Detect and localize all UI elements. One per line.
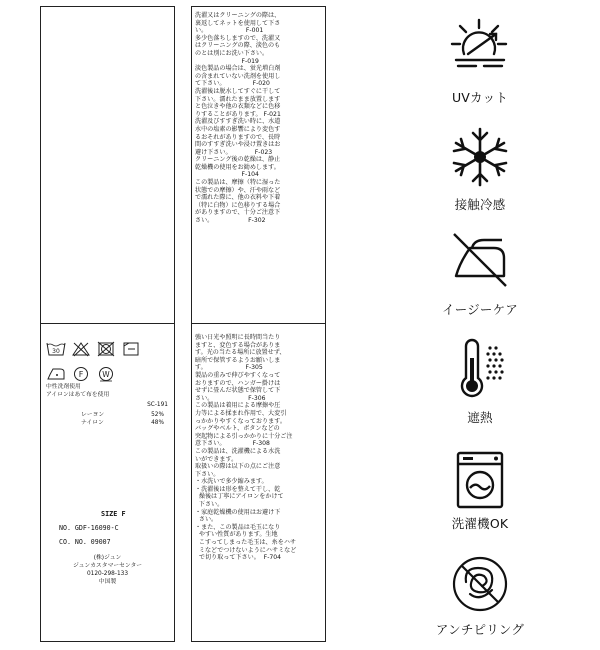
care-text-line: 淡色製品の場合は、蛍光増白剤: [195, 65, 281, 73]
care-text-line: 状態での摩擦）や、汗や雨など: [195, 186, 281, 194]
care-text-line: の含まれていない洗剤を使用し: [195, 72, 281, 80]
care-text-line: 力等による揉まれ作用で、大変引: [195, 409, 287, 417]
care-text-line: さい。 F-302: [195, 217, 266, 225]
material-percent-2: 48%: [151, 420, 164, 426]
care-text-line: ・また、この製品は毛玉になり: [195, 523, 281, 531]
color-number: CO. NO. 09007: [59, 538, 111, 546]
care-text-line: す。 F-305: [195, 364, 263, 372]
feature-machine-washable: [400, 450, 560, 540]
feature-label: 接触冷感: [454, 197, 506, 212]
wash-30-icon: [46, 341, 66, 357]
care-text-line: せずに畳んだ状態で保管して下: [195, 387, 281, 395]
care-text-line: （特に白物）に色移りする場合: [195, 201, 281, 209]
no-tumble-dry-icon: [96, 341, 116, 357]
care-text-line: この製品は着用による摩擦や圧: [195, 402, 281, 410]
svg-text:F: F: [78, 369, 84, 379]
care-text-line: いができます。: [195, 455, 238, 463]
care-text-line: 乾燥機の使用をお勧めします。: [195, 163, 280, 171]
care-text-line: 意下さい。 F-308: [195, 440, 270, 448]
iron-low-icon: [46, 366, 66, 382]
care-text-line: F-104: [195, 171, 259, 179]
care-text-line: と色泣きや他の衣類などに色移: [195, 103, 281, 111]
care-text-line: りすることがあります。 F-021: [195, 110, 281, 118]
sun-uv-icon: [448, 14, 512, 78]
care-instructions-top: [195, 12, 322, 225]
care-text-line: 裏返してネットを使用して下さ: [195, 19, 281, 27]
svg-text:30: 30: [52, 347, 60, 355]
customer-center: ジュンカスタマーセンター: [72, 563, 143, 569]
wash-symbols: [46, 338, 166, 382]
care-text-line: おりますので、ハンガー掛けは: [195, 379, 281, 387]
care-text-line: 間のすすぎ洗いや浸け置きはお: [195, 141, 281, 149]
care-text-line: ・水洗いで多少縮みます。: [195, 478, 268, 486]
no-bleach-icon: [71, 341, 91, 357]
care-text-line: で濡れた際に、他の衣料や下着: [195, 194, 281, 202]
care-text-line: この製品は、洗濯機による水洗: [195, 447, 281, 455]
anti-pilling-icon: [450, 554, 510, 614]
thermometer-icon: [448, 338, 512, 402]
care-label-left: [40, 6, 175, 642]
snowflake-icon: [448, 125, 512, 189]
feature-anti-pilling: [400, 554, 560, 644]
material-name-1: レーヨン: [81, 412, 105, 418]
care-text-line: 水中の塩素の影響により変色す: [195, 125, 281, 133]
feature-label: イージーケア: [442, 302, 518, 317]
care-text-line: やすい性質があります。生地: [195, 531, 278, 539]
care-text-line: のとは別にお洗い下さい。: [195, 49, 269, 57]
care-text-line: こすってしまった毛玉は、糸をハサ: [195, 539, 297, 547]
care-text-line: い。 F-001: [195, 27, 264, 35]
care-text-line: さい。 F-306: [195, 394, 266, 402]
care-text-line: 強い日光や照明に長時間当たり: [195, 334, 281, 341]
care-text-line: この製品は、摩擦（特に湿った: [195, 179, 281, 187]
care-text-line: 多少色落ちしますので、洗濯又: [195, 34, 281, 42]
care-text-line: クリーニング後の乾燥は、静止: [195, 156, 281, 164]
label-code: SC-191: [147, 402, 168, 408]
feature-heat-shield: [400, 338, 560, 438]
phone-number: 0120-298-133: [86, 571, 129, 577]
material-percent-1: 52%: [151, 412, 164, 418]
care-note-2: アイロンはあて布を使用: [46, 392, 110, 398]
care-label-middle: [191, 6, 326, 642]
feature-uv-cut: [400, 14, 560, 114]
care-text-line: 下さい。: [195, 470, 220, 478]
care-text-line: バッグやベルト、ボタンなどの: [195, 425, 280, 433]
care-text-line: るおそれがありますので、長時: [195, 133, 281, 141]
care-text-line: す。光の当たる場所に放置せず、: [195, 349, 286, 357]
care-text-line: 洗濯又はクリーニングの際は、: [195, 12, 281, 19]
washing-machine-icon: [452, 450, 508, 510]
material-name-2: ナイロン: [81, 420, 104, 426]
care-text-line: さい。: [195, 516, 218, 524]
iron-crossed-icon: [448, 228, 512, 292]
care-text-line: 取扱いの際は以下の点にご注意: [195, 463, 281, 471]
care-text-line: 下さい。濡れたまま放置します: [195, 95, 281, 103]
care-text-line: がありますので、十分ご注意下: [195, 209, 281, 217]
country-of-origin: 中国製: [98, 579, 117, 585]
shade-dry-icon: [121, 341, 141, 357]
care-text-line: 避け下さい。 F-023: [195, 148, 273, 156]
care-text-line: て下さい。 F-020: [195, 80, 270, 88]
size: SIZE F: [101, 510, 126, 518]
svg-text:W: W: [102, 369, 110, 379]
care-text-line: ますと、変色する場合がありま: [195, 341, 281, 349]
care-text-line: はクリーニングの際、淡色のも: [195, 42, 281, 50]
care-text-line: 下さい。: [195, 501, 224, 509]
care-text-line: 洗濯及びすすぎ洗い時に、水道: [195, 118, 281, 126]
care-text-line: ・洗濯後は形を整えて干し、乾: [195, 485, 281, 493]
care-text-line: で切り取って下さい。 F-704: [195, 554, 282, 562]
feature-cool-touch: [400, 125, 560, 225]
care-text-line: ミなどでつけないようにハサミなど: [195, 546, 297, 554]
care-text-line: 燥後は丁寧にアイロンをかけて: [195, 493, 284, 501]
care-text-line: 洗濯後は脱水してすぐに干して: [195, 87, 281, 95]
wet-clean-w-icon: [96, 366, 116, 382]
dry-clean-f-icon: [71, 366, 91, 382]
feature-easy-care: [400, 228, 560, 328]
care-text-line: 暗所で保管するようお願いしま: [195, 356, 281, 364]
label-divider: [41, 323, 174, 324]
care-text-line: 製品の重みで伸びやすくなって: [195, 371, 281, 379]
care-note-1: 中性洗剤使用: [46, 384, 81, 390]
product-number: NO. GDF-16090-C: [59, 524, 119, 532]
feature-label: 遮熱: [467, 410, 493, 425]
label-divider: [192, 323, 325, 324]
care-text-line: っかかりやすくなっております。: [195, 417, 286, 425]
care-text-line: 突起物による引っかかりに十分ご注: [195, 432, 293, 440]
feature-label: 洗濯機OK: [451, 516, 509, 531]
care-text-line: F-019: [195, 57, 259, 65]
company-name: (株)ジュン: [93, 555, 122, 561]
feature-label: UVカット: [451, 90, 509, 105]
feature-label: アンチピリング: [435, 622, 525, 637]
care-text-line: ・家庭乾燥機の使用はお避け下: [195, 508, 281, 516]
care-instructions-bottom: [195, 334, 322, 562]
